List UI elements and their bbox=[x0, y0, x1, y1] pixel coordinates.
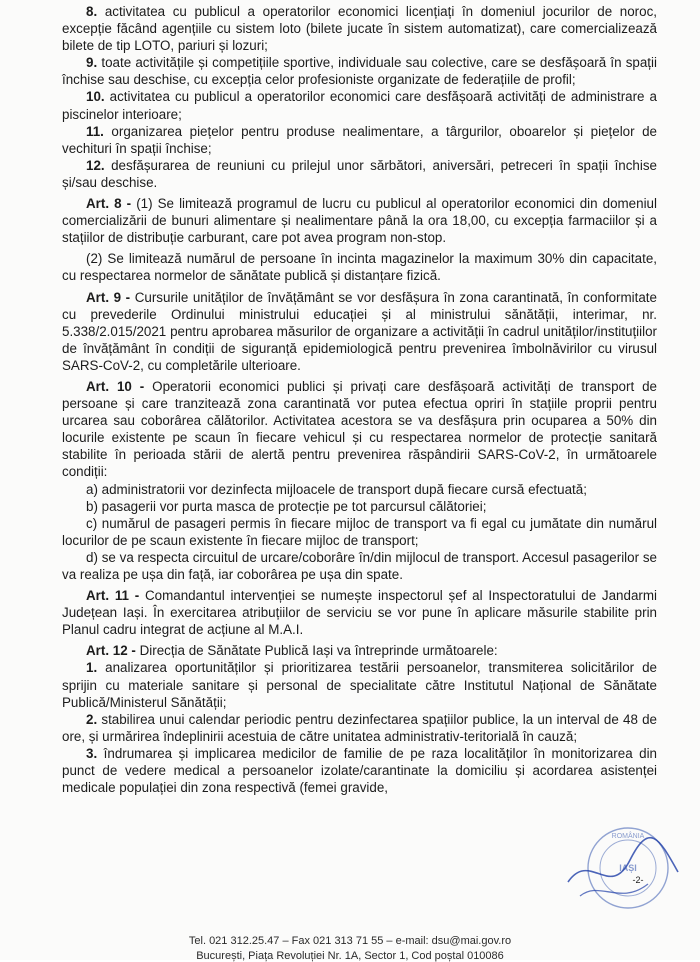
article-9-text: Cursurile unităților de învățământ se vor desfășura în zona carantinată, în conformitate cu prevederile Ordinului ministrului educației și al ministrului sănătății, interimar, nr. 5.338/2.015/2021 pentru aprobarea măsurilor de organizare a activității în cadrul unităților/instituțiilor de învățământ în condiții de siguranță epidemiologică pentru prevenirea îmbolnăvirilor cu virusul SARS-CoV-2, cu completările ulterioare. bbox=[62, 289, 657, 373]
official-stamp bbox=[560, 810, 686, 910]
item-text: activitatea cu publicul a operatorilor economici licențiați în domeniul jocurilor de noroc, excepție făcând agențiile cu sistem loto (bilete jucate în sistem automatizat), care comercializează bilete de tip LOTO, pariuri și lozuri; bbox=[62, 4, 657, 54]
article-11 bbox=[62, 587, 657, 638]
article-10 bbox=[62, 378, 657, 481]
signature-stroke-2 bbox=[580, 884, 648, 896]
stamp-top-text: ROMÂNIA bbox=[611, 833, 645, 840]
item-number: 12. bbox=[86, 157, 105, 173]
footer-address: București, Piața Revoluției Nr. 1A, Sector 1, Cod poștal 010086 bbox=[196, 950, 504, 962]
footer-contact: Tel. 021 312.25.47 – Fax 021 313 71 55 – e-mail: dsu@mai.gov.ro bbox=[188, 935, 512, 947]
article-12-item-1 bbox=[62, 659, 657, 710]
article-8-text-1: (1) Se limitează programul de lucru cu publicul al operatorilor economici din domeniul comercializării de bunuri alimentare și nealimentare până la ora 18,00, cu excepția farmaciilor și a stațiilor de distribuție carburant, care pot avea program non-stop. bbox=[62, 196, 657, 246]
article-12-text: Direcția de Sănătate Publică Iași va întreprinde următoarele: bbox=[139, 643, 498, 659]
item-number: 11. bbox=[86, 123, 104, 139]
list-item-9 bbox=[62, 54, 657, 88]
item-text: desfășurarea de reuniuni cu prilejul unor sărbători, aniversări, petreceri în spații închise și/sau deschise. bbox=[62, 157, 657, 190]
article-9-label: Art. 9 - bbox=[86, 289, 131, 305]
item-text: activitatea cu publicul a operatorilor economici care desfășoară activități de administrare a piscinelor interioare; bbox=[62, 89, 657, 122]
item-number: 10. bbox=[86, 89, 105, 105]
item-text: organizarea piețelor pentru produse nealimentare, a târgurilor, oboarelor și piețelor de vechituri în spații închise; bbox=[62, 123, 657, 156]
item-text: toate activitățile și competițiile sportive, individuale sau colective, care se desfășoară în spații închise sau deschise, cu excepția celor profesioniste organizate de federațiile de profil; bbox=[62, 55, 657, 88]
article-8-paragraph-2 bbox=[62, 250, 657, 284]
item-number: 2. bbox=[86, 711, 98, 727]
item-number: 9. bbox=[86, 55, 98, 71]
item-text: îndrumarea și implicarea medicilor de familie de pe raza localităților în monitorizarea din punct de vedere medical a persoanelor izolate/carantinate la domiciliu și acordarea asistenței medicale populației din zona respectivă (femei gravide, bbox=[62, 745, 657, 796]
item-number: 1. bbox=[86, 660, 98, 676]
article-8-paragraph-1 bbox=[62, 195, 657, 246]
item-number: 3. bbox=[86, 745, 98, 761]
list-item-10 bbox=[62, 88, 657, 122]
article-12-item-2 bbox=[62, 711, 657, 745]
article-9 bbox=[62, 289, 657, 374]
article-10-text: Operatorii economici publici și privați care desfășoară activități de transport de persoane și care tranzitează zona carantinată vor putea efectua opriri în stațiile proprii pentru urcarea sau coborârea călătorilor. Activitatea acestora se va desfășura prin ocuparea a 50% din locurile existente pe scaun în fiecare vehicul și cu respectarea normelor de protecție sanitară stabilite în perioada stării de alertă pentru prevenirea răspândirii SARS-CoV-2, în următoarele condiții: bbox=[62, 378, 657, 480]
article-10-item-a: a) administratorii vor dezinfecta mijloacele de transport după fiecare cursă efectuată; bbox=[86, 481, 587, 497]
item-number: 8. bbox=[86, 4, 98, 19]
item-text: stabilirea unui calendar periodic pentru dezinfectarea spațiilor publice, la un interval de 48 de ore, și urmărirea îndeplinirii acestuia de către unitatea administrativ-teritorială în cauză; bbox=[62, 711, 657, 744]
article-12 bbox=[62, 642, 657, 659]
article-11-text: Comandantul intervenției se numește inspectorul șef al Inspectoratului de Jandarmi Județean Iași. În exercitarea atribuțiilor de serviciu se vor pune în aplicare măsurile stabilite prin Planul cadru integrat de acțiune al M.A.I. bbox=[62, 588, 657, 638]
signature-stroke-1 bbox=[568, 838, 678, 882]
article-10-item-b: b) pasagerii vor purta masca de protecție pe tot parcursul călătoriei; bbox=[86, 498, 487, 514]
article-12-label: Art. 12 - bbox=[86, 643, 136, 659]
list-item-12 bbox=[62, 157, 657, 191]
article-10-item-c: c) numărul de pasageri permis în fiecare mijloc de transport va fi egal cu jumătate din numărul locurilor de pe scaun existente în fiecare mijloc de transport; bbox=[62, 515, 657, 548]
article-12-item-3 bbox=[62, 745, 657, 796]
page-number: -2- bbox=[632, 875, 644, 885]
article-8-label: Art. 8 - bbox=[86, 196, 132, 212]
article-10-item-d: d) se va respecta circuitul de urcare/coborâre în/din mijlocul de transport. Accesul pasagerilor se va realiza pe ușa din față, iar coborârea pe ușa din spate. bbox=[62, 549, 657, 582]
stamp-inner-ring bbox=[600, 840, 656, 896]
document-body bbox=[62, 3, 657, 796]
article-10-label: Art. 10 - bbox=[86, 378, 145, 394]
stamp-outer-ring bbox=[588, 828, 668, 908]
list-item-8 bbox=[62, 3, 657, 54]
stamp-center-text: IAȘI bbox=[619, 863, 637, 873]
article-11-label: Art. 11 - bbox=[86, 588, 140, 604]
item-text: analizarea oportunităților și prioritizarea testării persoanelor, transmiterea solicitărilor de sprijin cu materiale sanitare și personal de specialitate către Institutul Național de Sănătate Publică/Ministerul Sănătății; bbox=[62, 660, 657, 710]
article-8-text-2: (2) Se limitează numărul de persoane în incinta magazinelor la maximum 30% din capacitate, cu respectarea normelor de sănătate publică și distanțare fizică. bbox=[62, 251, 657, 284]
list-item-11 bbox=[62, 123, 657, 157]
